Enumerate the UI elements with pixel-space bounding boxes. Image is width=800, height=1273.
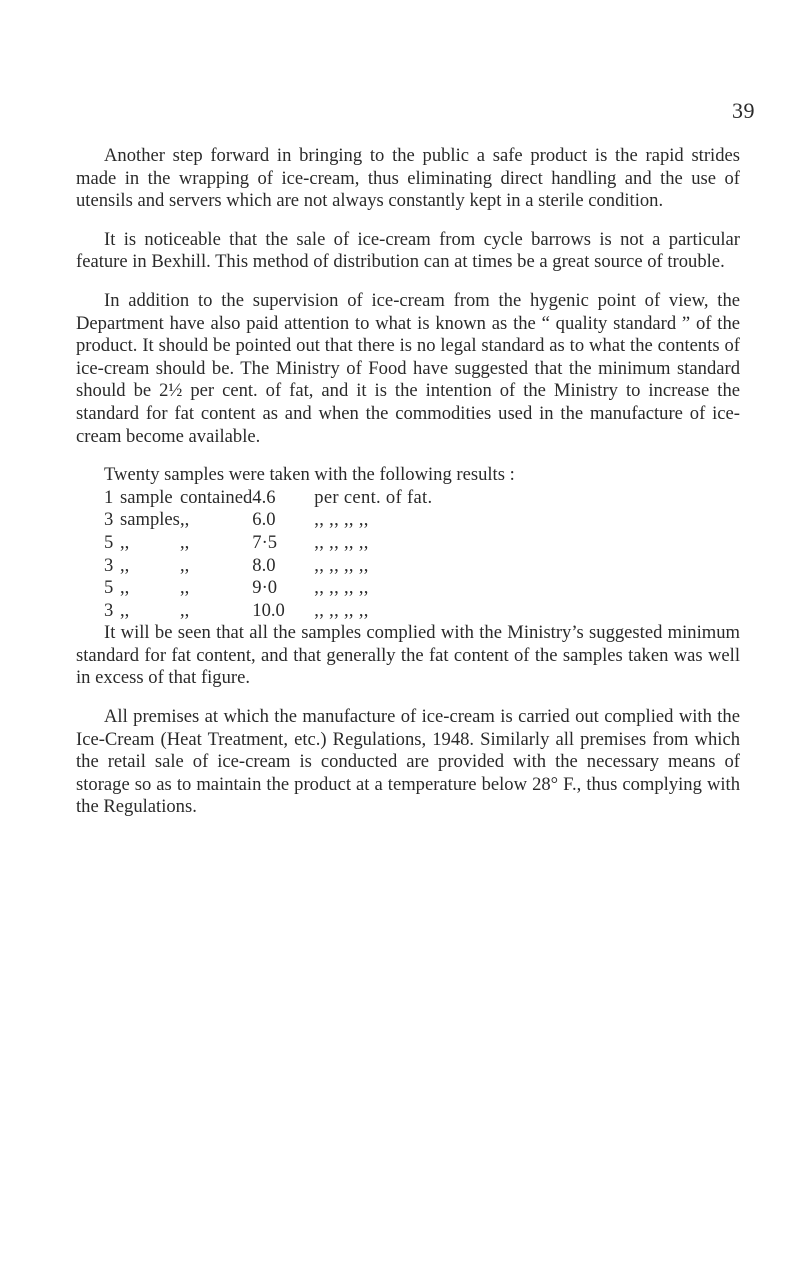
document-body xyxy=(76,145,740,835)
ditto-mark: ,, xyxy=(180,509,190,531)
sample-count: 5 xyxy=(104,531,114,553)
table-row xyxy=(104,555,432,578)
fat-value: 9·0 xyxy=(252,577,278,599)
ditto-marks: ,, ,, ,, ,, xyxy=(314,531,369,553)
table-row xyxy=(104,577,432,600)
paragraph-compliance: It will be seen that all the samples complied with the Ministry’s suggested minimum standard for fat content, and that generally the fat content of the samples taken was well in excess of that figure. xyxy=(76,622,740,689)
sample-unit: samples xyxy=(120,509,180,531)
ditto-marks: ,, ,, ,, ,, xyxy=(314,577,369,599)
sample-unit: ,, xyxy=(120,599,130,621)
table-row xyxy=(104,600,432,623)
fat-unit-text: per cent. of fat. xyxy=(314,486,433,508)
fat-value: 6.0 xyxy=(252,509,276,531)
ditto-mark: ,, xyxy=(180,554,190,576)
sample-unit: ,, xyxy=(120,531,130,553)
ditto-marks: ,, ,, ,, ,, xyxy=(314,599,369,621)
ditto-mark: ,, xyxy=(180,577,190,599)
paragraph-samples-intro: Twenty samples were taken with the following results : xyxy=(104,464,515,486)
sample-count: 5 xyxy=(104,577,114,599)
sample-count: 3 xyxy=(104,509,114,531)
fat-value: 8.0 xyxy=(252,554,276,576)
fat-value: 4.6 xyxy=(252,486,276,508)
ditto-marks: ,, ,, ,, ,, xyxy=(314,554,369,576)
paragraph-quality-standard: In addition to the supervision of ice-cream from the hygenic point of view, the Department have also paid attention to what is known as the “ quality standard ” of the product. It should be pointed out that there is no legal standard as to what the contents of ice-cream should be. The Ministry of Food have suggested that the minimum standard should be 2½ per cent. of fat, and it is the intention of the Ministry to increase the standard for fat content as and when the commodities used in the manufacture of ice-cream become available. xyxy=(76,289,740,447)
paragraph-cycle-barrows: It is noticeable that the sale of ice-cream from cycle barrows is not a particular feature in Bexhill. This method of distribution can at times be a great source of trouble. xyxy=(76,228,740,273)
fat-value: 10.0 xyxy=(252,599,285,621)
fat-content-results-table xyxy=(104,487,432,623)
paragraph-wrapping: Another step forward in bringing to the public a safe product is the rapid strides made in the wrapping of ice-cream, thus eliminating direct handling and the use of utensils and servers which are not always constantly kept in a sterile condition. xyxy=(76,145,740,212)
ditto-mark: ,, xyxy=(180,599,190,621)
fat-value: 7·5 xyxy=(252,531,278,553)
page-number: 39 xyxy=(732,98,755,123)
sample-count: 3 xyxy=(104,554,114,576)
sample-count: 1 xyxy=(104,486,114,508)
table-row xyxy=(104,509,432,532)
table-row xyxy=(104,532,432,555)
paragraph-regulations: All premises at which the manufacture of ice-cream is carried out complied with the Ice-Cream (Heat Treatment, etc.) Regulations, 1948. Similarly all premises from which the retail sale of ice-cream is conducted are provided with the necessary means of storage so as to maintain the product at a temperature below 28° F., thus complying with the Regulations. xyxy=(76,706,740,818)
sample-unit: sample xyxy=(120,486,173,508)
sample-count: 3 xyxy=(104,599,114,621)
ditto-marks: ,, ,, ,, ,, xyxy=(314,509,369,531)
ditto-mark: ,, xyxy=(180,531,190,553)
table-row xyxy=(104,487,432,510)
sample-unit: ,, xyxy=(120,554,130,576)
sample-unit: ,, xyxy=(120,577,130,599)
contained-label: contained xyxy=(180,486,253,508)
